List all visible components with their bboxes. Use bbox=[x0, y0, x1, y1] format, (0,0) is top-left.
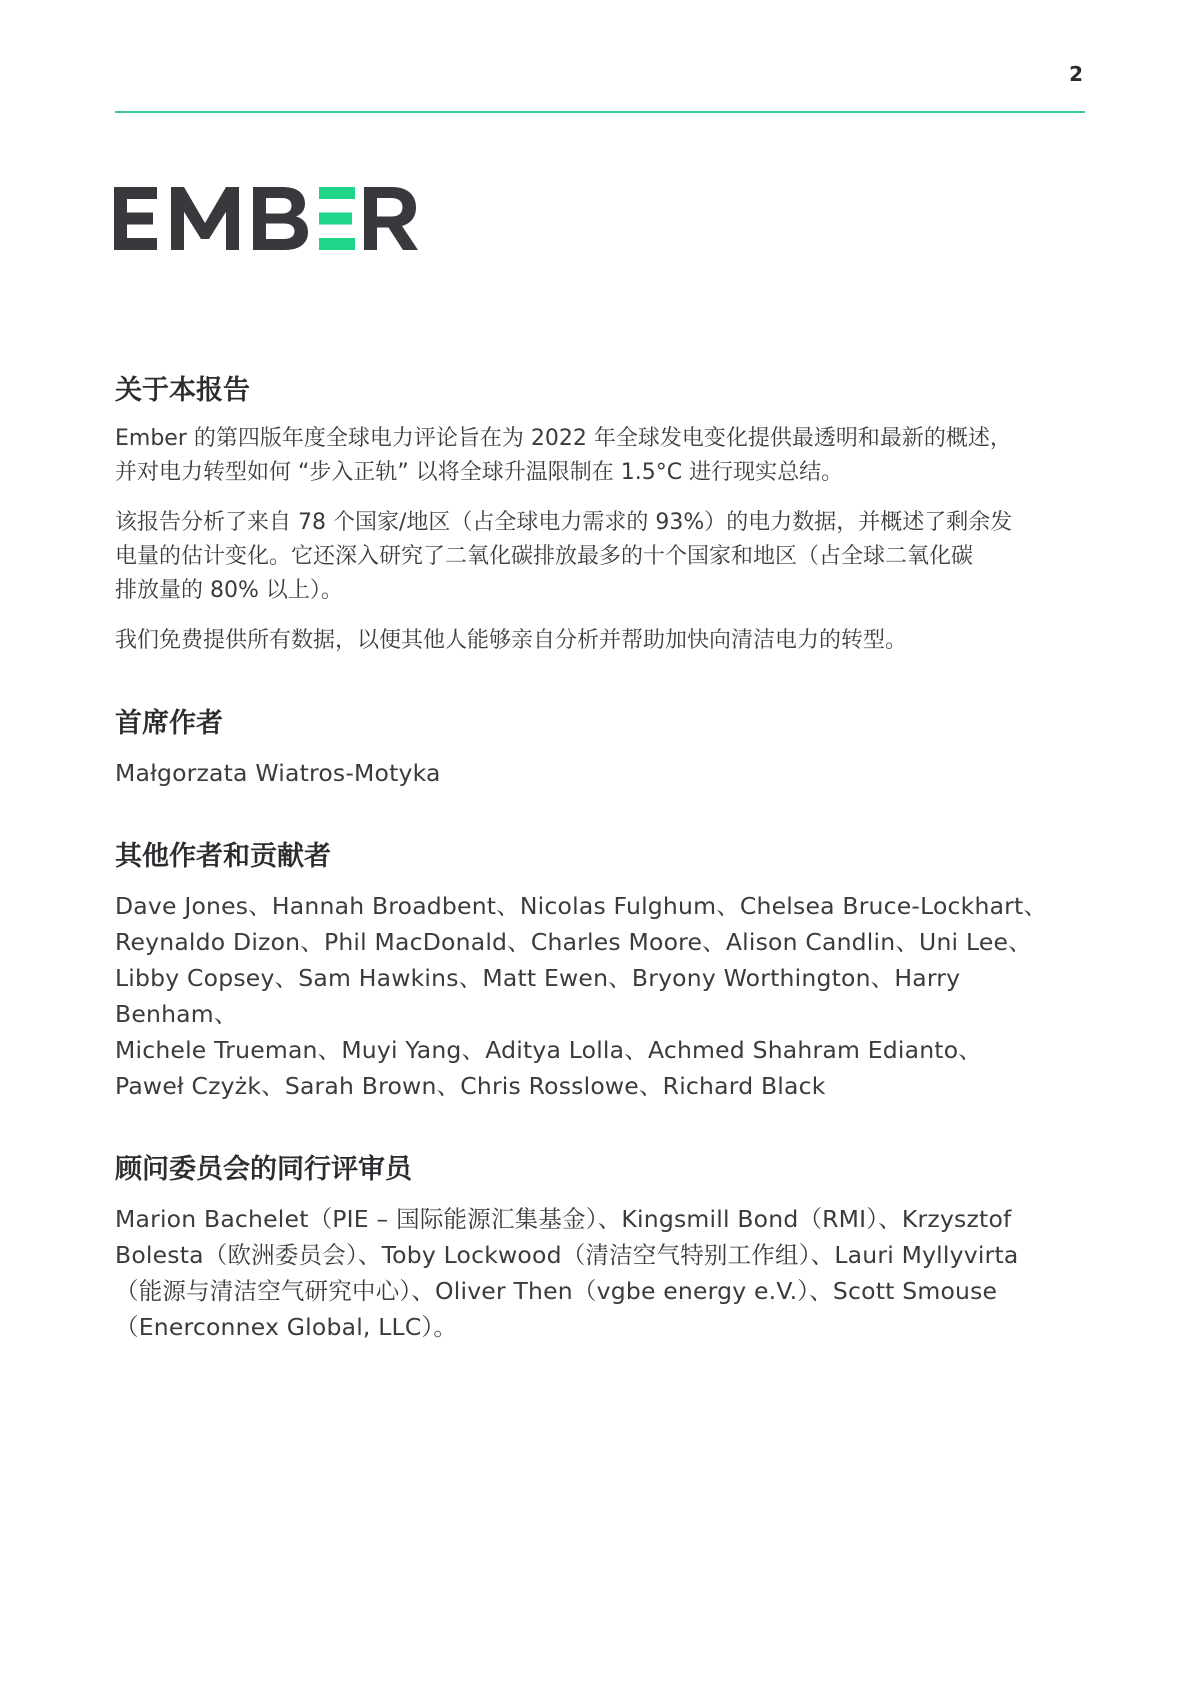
contributors-line: Libby Copsey、Sam Hawkins、Matt Ewen、Bryony Worthington、Harry Benham、 bbox=[115, 964, 961, 1028]
peer-reviewers-line: （Enerconnex Global, LLC）。 bbox=[115, 1313, 458, 1341]
lead-author-name: Małgorzata Wiatros-Motyka bbox=[115, 759, 441, 787]
about-report-heading: 关于本报告 bbox=[115, 375, 250, 406]
contributors-line: Paweł Czyżk、Sarah Brown、Chris Rosslowe、Richard Black bbox=[115, 1072, 826, 1100]
page-number: 2 bbox=[1069, 62, 1083, 86]
ember-logo bbox=[114, 187, 420, 250]
contributors-line: Dave Jones、Hannah Broadbent、Nicolas Fulghum、Chelsea Bruce-Lockhart、 bbox=[115, 892, 1048, 920]
contributors-heading: 其他作者和贡献者 bbox=[115, 841, 331, 872]
peer-reviewers-line: （能源与清洁空气研究中心）、Oliver Then（vgbe energy e.V.）、Scott Smouse bbox=[115, 1277, 998, 1305]
contributors-line: Michele Trueman、Muyi Yang、Aditya Lolla、Achmed Shahram Edianto、 bbox=[115, 1036, 982, 1064]
peer-reviewers-line: Marion Bachelet（PIE – 国际能源汇集基金）、Kingsmill Bond（RMI）、Krzysztof bbox=[115, 1205, 1012, 1233]
about-paragraph-2: 该报告分析了来自 78 个国家/地区（占全球电力需求的 93%）的电力数据，并概述了剩余发 电量的估计变化。它还深入研究了二氧化碳排放最多的十个国家和地区（占全球二氧化碳 排放量的 80% 以上）。 bbox=[115, 510, 1013, 603]
report-info bbox=[115, 372, 1090, 1345]
lead-author-heading: 首席作者 bbox=[115, 708, 223, 739]
contributors-line: Reynaldo Dizon、Phil MacDonald、Charles Moore、Alison Candlin、Uni Lee、 bbox=[115, 928, 1032, 956]
peer-reviewers-line: Bolesta（欧洲委员会）、Toby Lockwood（清洁空气特别工作组）、Lauri Myllyvirta bbox=[115, 1241, 1019, 1269]
about-paragraph-1: Ember 的第四版年度全球电力评论旨在为 2022 年全球发电变化提供最透明和最新的概述， 并对电力转型如何 “步入正轨” 以将全球升温限制在 1.5°C 进行现实总结。 bbox=[115, 426, 1012, 485]
header-divider bbox=[115, 111, 1085, 113]
peer-reviewers-heading: 顾问委员会的同行评审员 bbox=[115, 1154, 412, 1185]
about-paragraph-3: 我们免费提供所有数据，以便其他人能够亲自分析并帮助加快向清洁电力的转型。 bbox=[115, 628, 908, 653]
